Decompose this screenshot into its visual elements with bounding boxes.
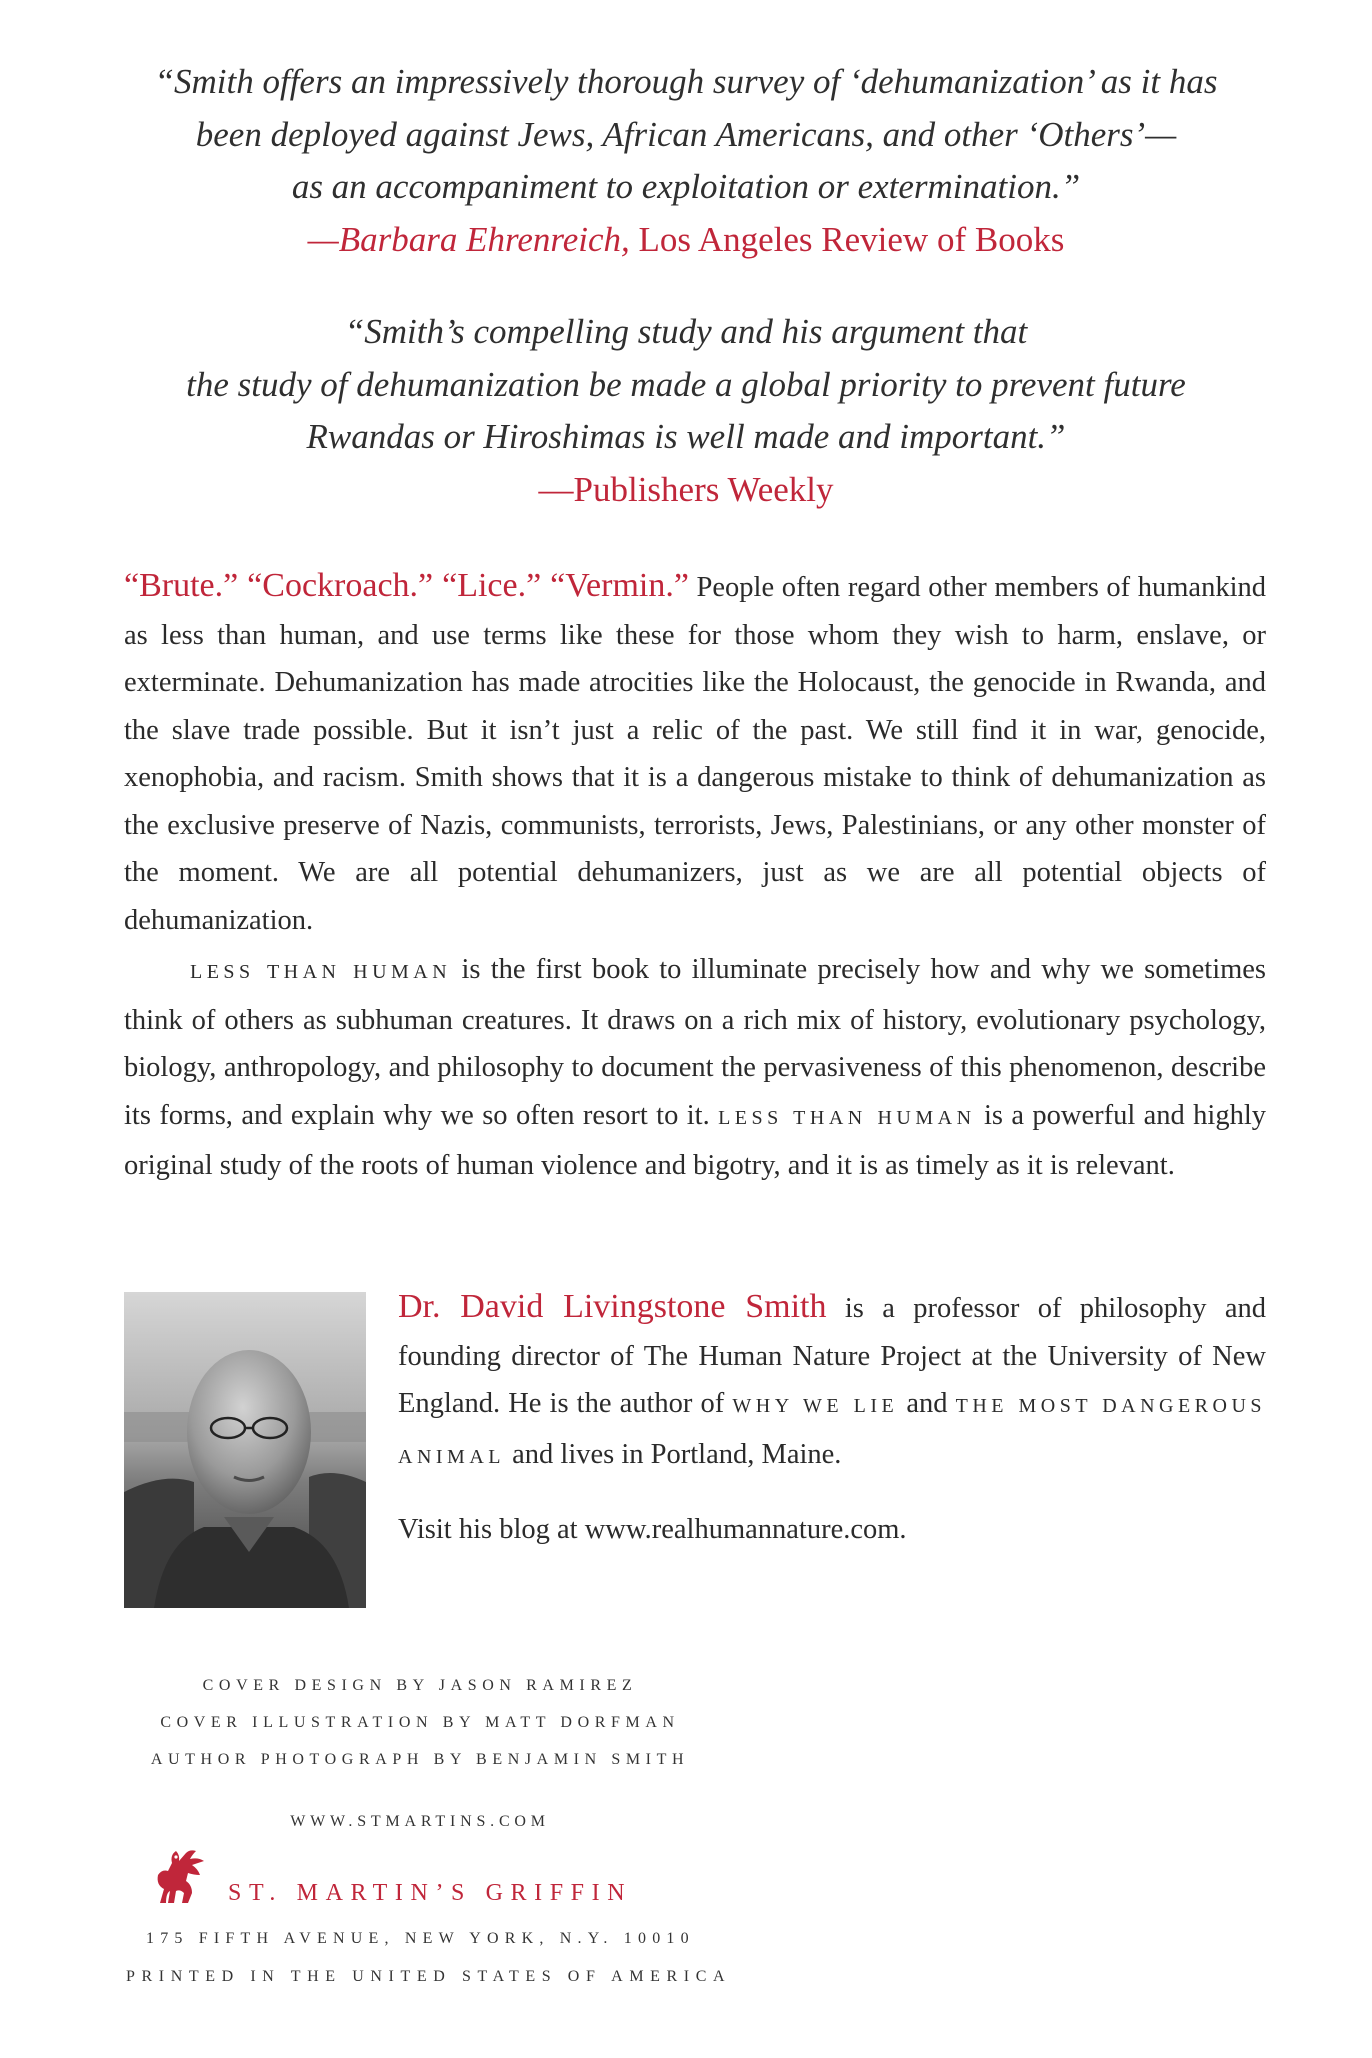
review-quote-ehrenreich: [0, 56, 1372, 266]
description-text: People often regard other members of humankind as less than human, and use terms like these for those whom they wish to harm, enslave, or exterminate. Dehumanization has made atrocities like the Holocaust, the genocide in Rwanda, and the slave trade possible. But it isn’t just a relic of the past. We still find it in war, genocide, xenophobia, and racism. Smith shows that it is a dangerous mistake to think of dehumanization as the exclusive preserve of Nazis, communists, terrorists, Jews, Palestinians, or any other monster of the moment. We are all potential dehumanizers, just as we are all potential objects of dehumanization.: [124, 572, 1266, 936]
author-blog: Visit his blog at www.realhumannature.com.: [398, 1514, 907, 1545]
printed-in-notice: PRINTED IN THE UNITED STATES OF AMERICA: [126, 1968, 732, 1985]
attribution-source: —Publishers Weekly: [538, 469, 834, 509]
book-title: LESS THAN HUMAN: [190, 961, 452, 983]
credit-line: COVER DESIGN BY JASON RAMIREZ: [202, 1677, 638, 1694]
description-text: is a powerful and highly original study of the roots of human violence and bigotry, and it is as timely as it is relevant.: [124, 1099, 1267, 1181]
publisher-address: 175 FIFTH AVENUE, NEW YORK, N.Y. 10010: [146, 1930, 695, 1947]
description-lead: “Brute.” “Cockroach.” “Lice.” “Vermin.”: [124, 567, 689, 604]
description-paragraph-2: [124, 946, 1266, 1190]
quote-line: Rwandas or Hiroshimas is well made and important.”: [306, 417, 1066, 456]
quote-line: “Smith offers an impressively thorough survey of ‘dehumanization’ as it has: [154, 62, 1218, 101]
description-text: is the first book to illuminate precisely how and why we sometimes think of others as subhuman creatures. It draws on a rich mix of history, evolutionary psychology, biology, anthropology, and philosophy to document the pervasiveness of this phenomenon, describe its forms, and explain why we so often resort to it.: [124, 954, 1267, 1131]
author-photo: [124, 1292, 366, 1608]
publisher-name: ST. MARTIN’S GRIFFIN: [228, 1880, 633, 1906]
attribution-source: Los Angeles Review of Books: [638, 219, 1065, 259]
other-book-title: THE MOST DANGEROUS ANIMAL: [398, 1395, 1267, 1468]
description-paragraph-1: [124, 562, 1266, 944]
quote-line: been deployed against Jews, African Americans, and other ‘Others’—: [195, 114, 1177, 154]
credit-line: COVER ILLUSTRATION BY MATT DORFMAN: [160, 1714, 680, 1731]
bio-text: and lives in Portland, Maine.: [512, 1438, 842, 1470]
book-title: LESS THAN HUMAN: [718, 1106, 976, 1129]
credit-line: AUTHOR PHOTOGRAPH BY BENJAMIN SMITH: [150, 1751, 690, 1768]
bio-text: is a professor of philosophy and founding director of The Human Nature Project at the University of New England. He is the author of: [398, 1293, 1266, 1419]
quote-line: as an accompaniment to exploitation or extermination.”: [291, 167, 1081, 206]
quote-attribution: [0, 464, 1372, 517]
quote-attribution: [0, 214, 1372, 267]
bio-text: and: [906, 1388, 948, 1419]
attribution-person: —Barbara Ehrenreich,: [307, 219, 630, 259]
other-book-title: WHY WE LIE: [732, 1395, 899, 1417]
credits: [130, 1667, 710, 1778]
author-bio: [398, 1283, 1266, 1481]
griffin-icon: [146, 1845, 208, 1907]
quote-line: “Smith’s compelling study and his argument that: [344, 312, 1028, 351]
author-name: Dr. David Livingstone Smith: [398, 1288, 827, 1325]
review-quote-publishers-weekly: [0, 306, 1372, 516]
quote-line: the study of dehumanization be made a global priority to prevent future: [186, 364, 1186, 404]
publisher-website: WWW.STMARTINS.COM: [290, 1813, 550, 1830]
